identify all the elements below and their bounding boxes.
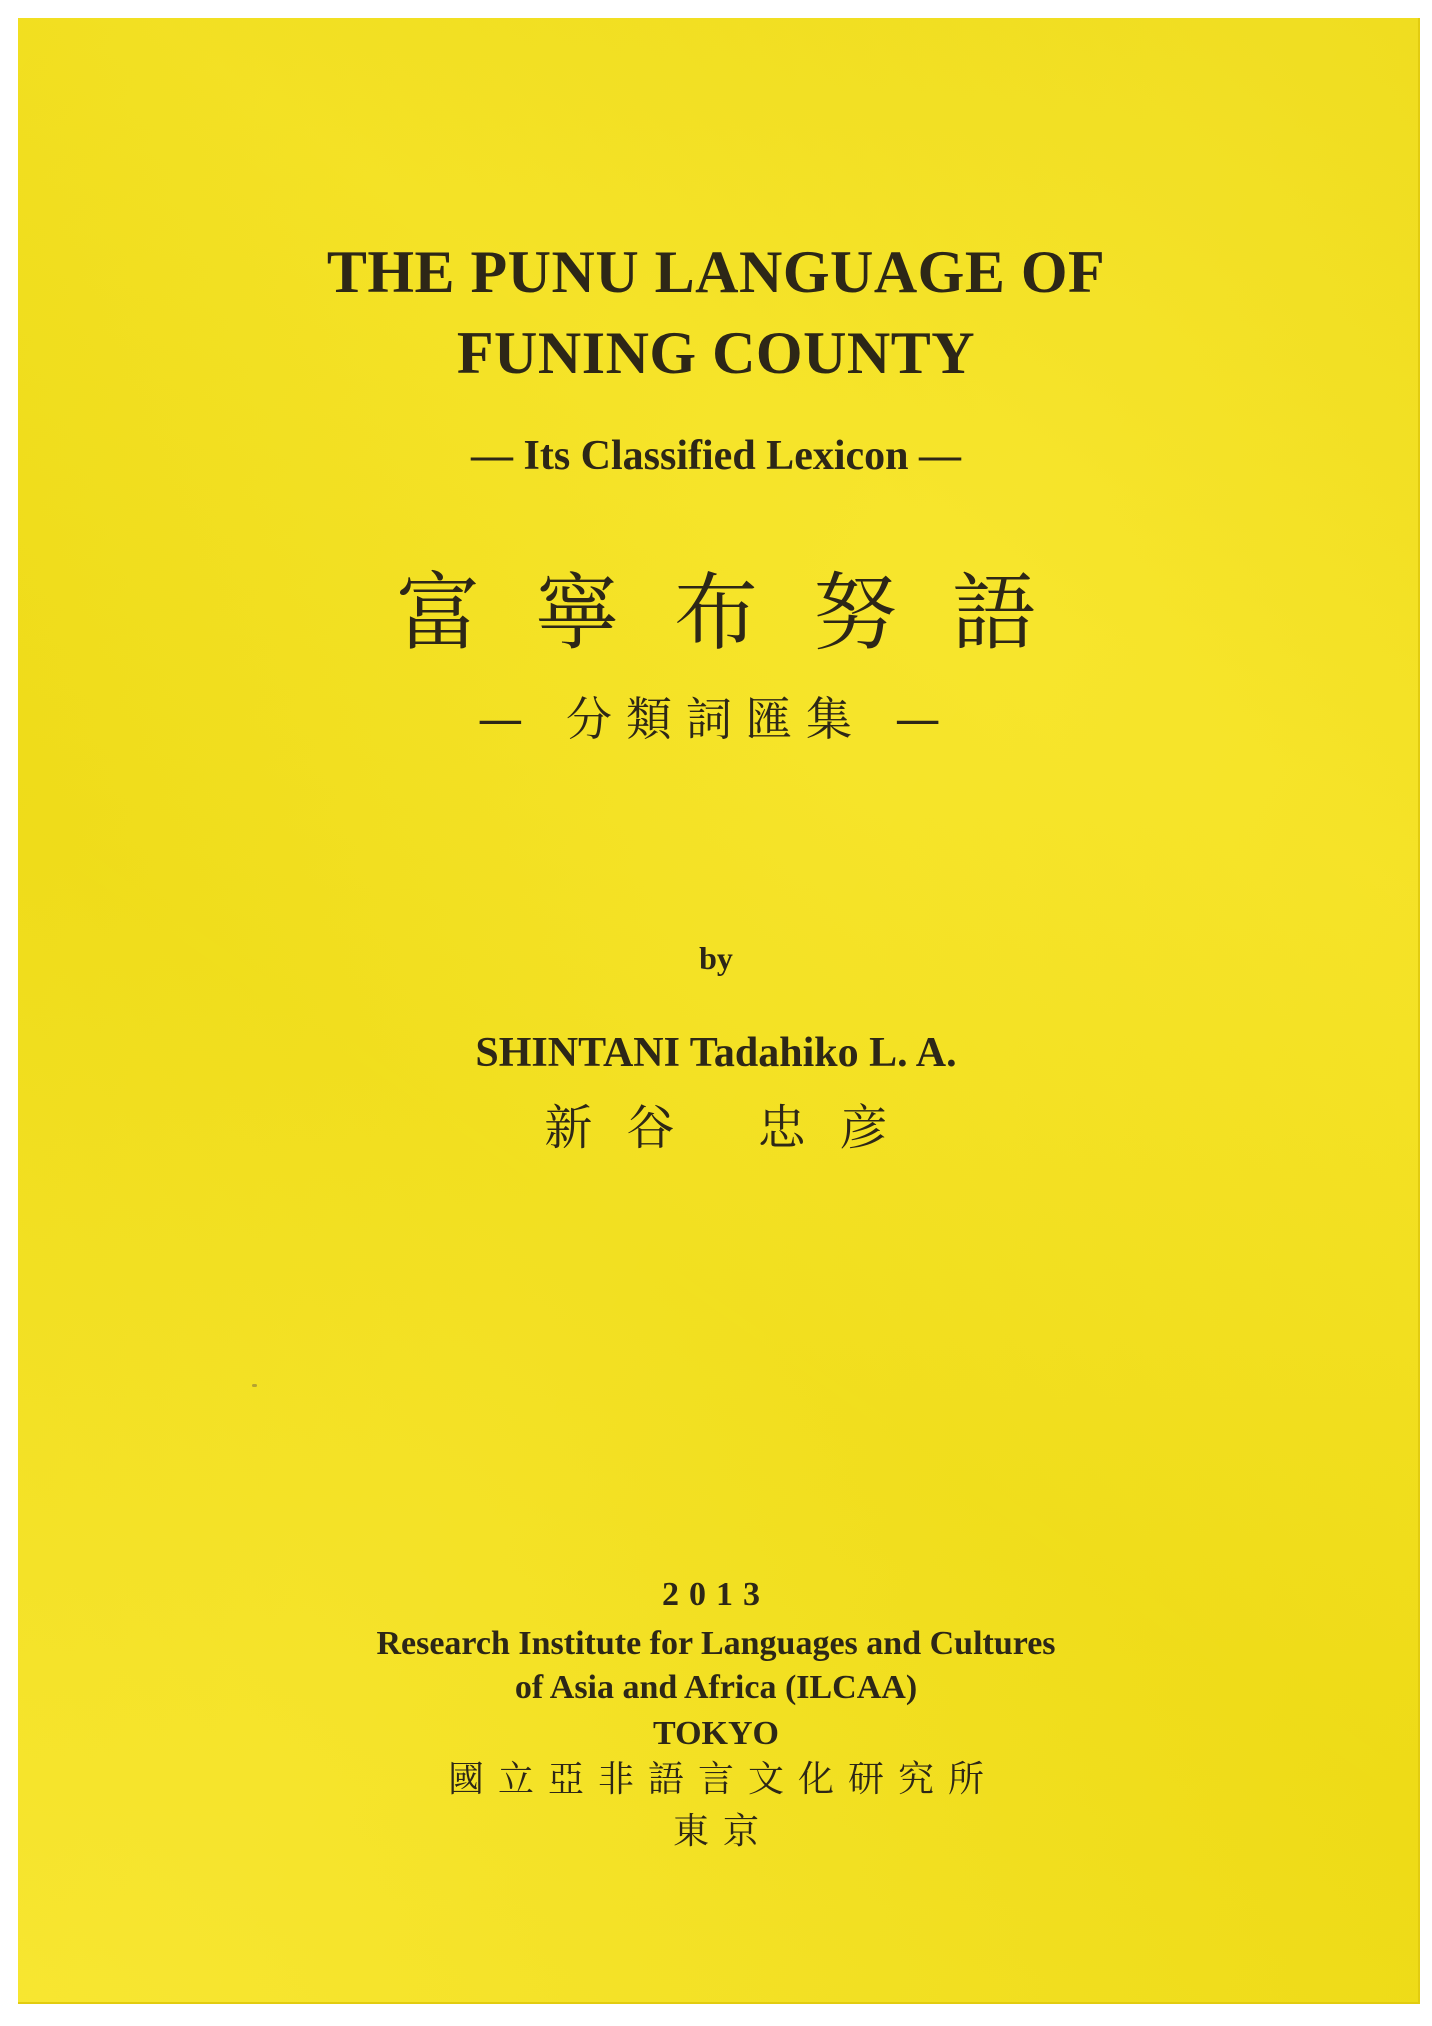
paper-speck (252, 1384, 257, 1387)
by-label: by (699, 940, 733, 976)
title-cjk: 富寧布努語 (395, 564, 1091, 662)
publisher-line-2: of Asia and Africa (ILCAA) (514, 1669, 918, 1706)
publisher-city: TOKYO (653, 1715, 779, 1752)
publisher-city-cjk: 東京 (672, 1811, 773, 1852)
subtitle: — Its Classified Lexicon — (470, 433, 961, 479)
publication-year: 2013 (662, 1576, 770, 1613)
publisher-cjk: 國立亞非語言文化研究所 (447, 1759, 998, 1800)
publisher-line-1: Research Institute for Languages and Cultures (376, 1625, 1056, 1662)
title-line-1: THE PUNU LANGUAGE OF (326, 239, 1106, 305)
author-name-cjk: 新谷 忠彦 (544, 1100, 922, 1156)
subtitle-cjk: — 分類詞匯集 — (477, 692, 955, 746)
title-line-2: FUNING COUNTY (456, 320, 976, 386)
author-name: SHINTANI Tadahiko L. A. (475, 1030, 957, 1076)
